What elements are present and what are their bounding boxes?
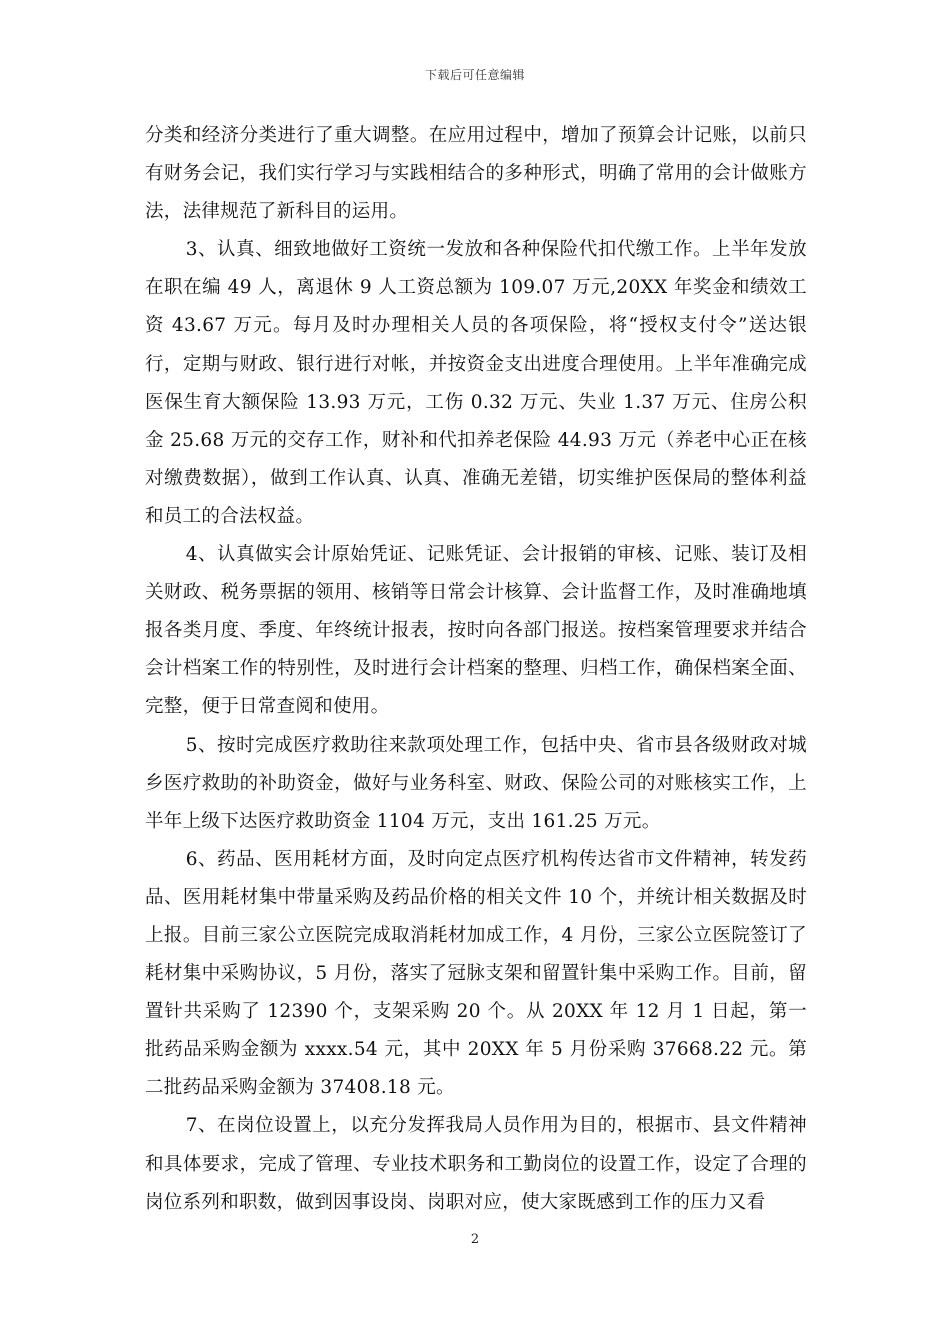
paragraph-item-3: 3、认真、细致地做好工资统一发放和各种保险代扣代缴工作。上半年发放在职在编 49 人，离退休 9 人工资总额为 109.07 万元,20XX 年奖金和绩效工资 43.67 万元。每月及时办理相关人员的各项保险，将“授权支付令”送达银行，定期与财政、银行进行对帐，并按资金支出进度合理使用。上半年准确完成医保生育大额保险 13.93 万元，工伤 0.32 万元、失业 1.37 万元、住房公积金 25.68 万元的交存工作，财补和代扣养老保险 44.93 万元（养老中心正在核对缴费数据），做到工作认真、认真、准确无差错，切实维护医保局的整体利益和员工的合法权益。 [145,239,807,527]
paragraph-continuation: 分类和经济分类进行了重大调整。在应用过程中，增加了预算会计记账，以前只有财务会记，我们实行学习与实践相结合的多种形式，明确了常用的会计做账方法，法律规范了新科目的运用。 [145,125,807,223]
paragraph-item-7: 7、在岗位设置上，以充分发挥我局人员作用为目的，根据市、县文件精神和具体要求，完成了管理、专业技术职务和工勤岗位的设置工作，设定了合理的岗位系列和职数，做到因事设岗、岗职对应，使大家既感到工作的压力又看 [145,1115,807,1213]
page-header: 下载后可任意编辑 [424,68,525,82]
paragraph-item-6: 6、药品、医用耗材方面，及时向定点医疗机构传达省市文件精神，转发药品、医用耗材集中带量采购及药品价格的相关文件 10 个，并统计相关数据及时上报。目前三家公立医院完成取消耗材加成工作，4 月份，三家公立医院签订了耗材集中采购协议，5 月份，落实了冠脉支架和留置针集中采购工作。目前，留置针共采购了 12390 个，支架采购 20 个。从 20XX 年 12 月 1 日起，第一批药品采购金额为 xxxx.54 元，其中 20XX 年 5 月份采购 37668.22 元。第二批药品采购金额为 37408.18 元。 [145,848,807,1099]
paragraph-item-4: 4、认真做实会计原始凭证、记账凭证、会计报销的审核、记账、装订及相关财政、税务票据的领用、核销等日常会计核算、会计监督工作，及时准确地填报各类月度、季度、年终统计报表，按时向各部门报送。按档案管理要求并结合会计档案工作的特别性，及时进行会计档案的整理、归档工作，确保档案全面、完整，便于日常查阅和使用。 [145,544,807,718]
document-body [145,117,807,1222]
paragraph-item-5: 5、按时完成医疗救助往来款项处理工作，包括中央、省市县各级财政对城乡医疗救助的补助资金，做好与业务科室、财政、保险公司的对账核实工作，上半年上级下达医疗救助资金 1104 万元，支出 161.25 万元。 [145,734,807,832]
page-number: 2 [470,1232,480,1247]
